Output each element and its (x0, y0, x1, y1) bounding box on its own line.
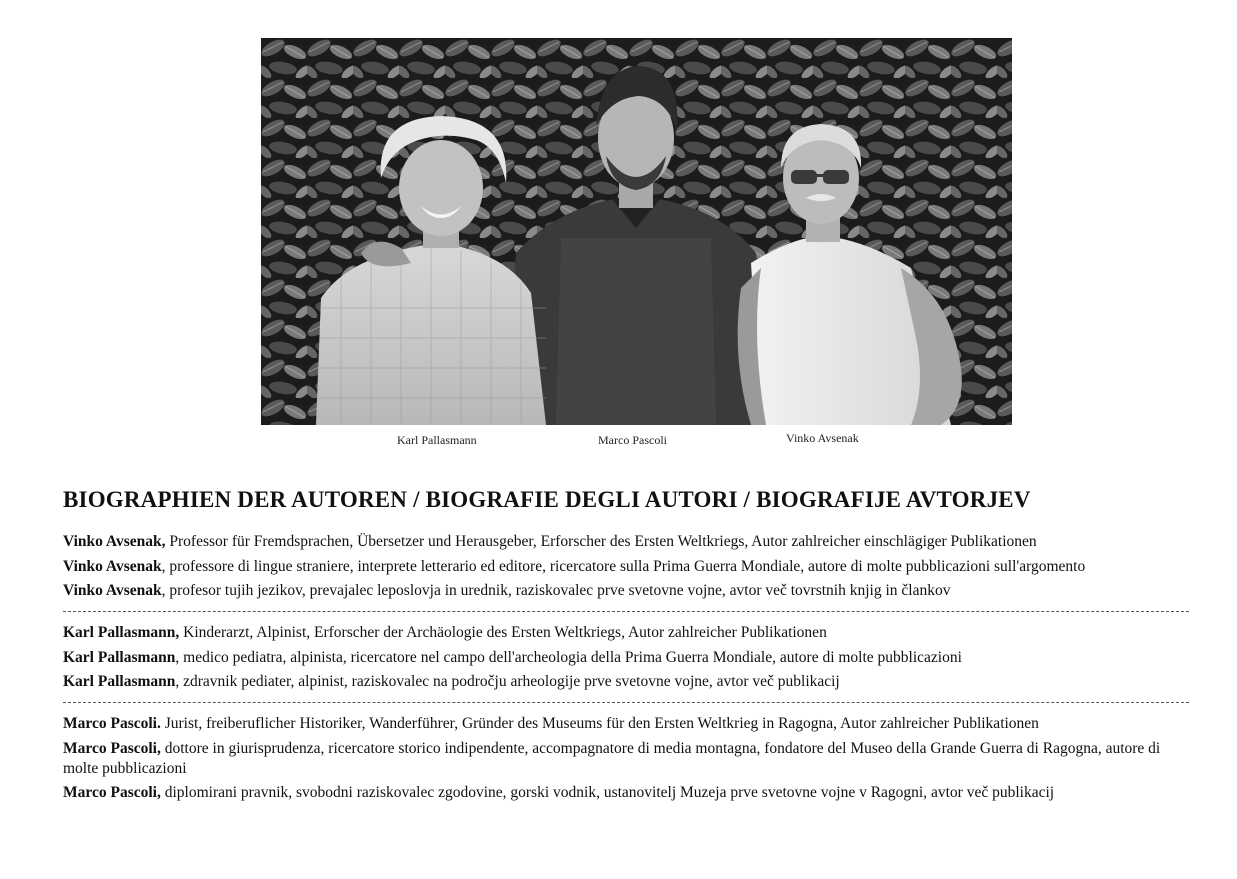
photo-caption-karl: Karl Pallasmann (397, 433, 477, 447)
bio-line (63, 783, 1189, 803)
bio-line (63, 739, 1189, 779)
bio-author-name: Karl Pallasmann (63, 673, 176, 690)
authors-photo (261, 38, 1012, 425)
bio-text: Professor für Fremdsprachen, Übersetzer und Herausgeber, Erforscher des Ersten Weltkriegs, Autor zahlreicher einschlägiger Publikationen (165, 533, 1037, 550)
bio-line (63, 714, 1189, 734)
bio-text: Kinderarzt, Alpinist, Erforscher der Archäologie des Ersten Weltkriegs, Autor zahlreicher Publikationen (179, 624, 827, 641)
bio-author-name: Karl Pallasmann (63, 648, 176, 666)
bio-text: dottore in giurisprudenza, ricercatore storico indipendente, accompagnatore di media montagna, fondatore del Museo della Grande Guerra di Ragogna, autore di molte pubblicazioni (63, 739, 1161, 777)
bio-group-vinko (63, 532, 1189, 601)
biographies (63, 532, 1189, 808)
photo-caption-vinko: Vinko Avsenak (786, 431, 859, 445)
bio-author-name: Marco Pascoli. (63, 715, 161, 732)
bio-author-name: Marco Pascoli, (63, 784, 161, 801)
bio-line (63, 581, 1189, 601)
bio-line (63, 648, 1189, 668)
bio-text: Jurist, freiberuflicher Historiker, Wanderführer, Gründer des Museums für den Ersten Weltkrieg in Ragogna, Autor zahlreicher Publikationen (160, 715, 1039, 732)
bio-line (63, 672, 1189, 692)
bio-text: , professore di lingue straniere, interprete letterario ed editore, ricercatore sulla Prima Guerra Mondiale, autore di molte pubblicazioni sull'argomento (161, 557, 1086, 575)
bio-text: , profesor tujih jezikov, prevajalec leposlovja in urednik, raziskovalec prve svetovne vojne, avtor več tovrstnih knjig in člankov (161, 582, 951, 599)
photo-caption-marco: Marco Pascoli (598, 433, 667, 447)
bio-author-name: Karl Pallasmann, (63, 624, 180, 641)
bio-text: diplomirani pravnik, svobodni raziskovalec zgodovine, gorski vodnik, ustanovitelj Muzeja prve svetovne vojne v Ragogni, avtor več publikacij (160, 784, 1055, 801)
bio-author-name: Marco Pascoli, (63, 739, 161, 757)
dashed-separator (63, 611, 1189, 612)
bio-group-karl (63, 623, 1189, 692)
bio-line (63, 623, 1189, 643)
bio-author-name: Vinko Avsenak (63, 582, 162, 599)
bio-line (63, 532, 1189, 552)
bio-text: , medico pediatra, alpinista, ricercatore nel campo dell'archeologia della Prima Guerra Mondiale, autore di molte pubblicazioni (175, 648, 962, 666)
bio-line (63, 557, 1189, 577)
bio-author-name: Vinko Avsenak, (63, 533, 166, 550)
bio-group-marco (63, 714, 1189, 803)
section-heading: BIOGRAPHIEN DER AUTOREN / BIOGRAFIE DEGLI AUTORI / BIOGRAFIJE AVTORJEV (63, 487, 1031, 512)
authors-photo-illustration (261, 38, 1012, 425)
dashed-separator (63, 702, 1189, 703)
bio-text: , zdravnik pediater, alpinist, raziskovalec na področju arheologije prve svetovne vojne, avtor več publikacij (175, 673, 840, 690)
bio-author-name: Vinko Avsenak (63, 557, 162, 575)
